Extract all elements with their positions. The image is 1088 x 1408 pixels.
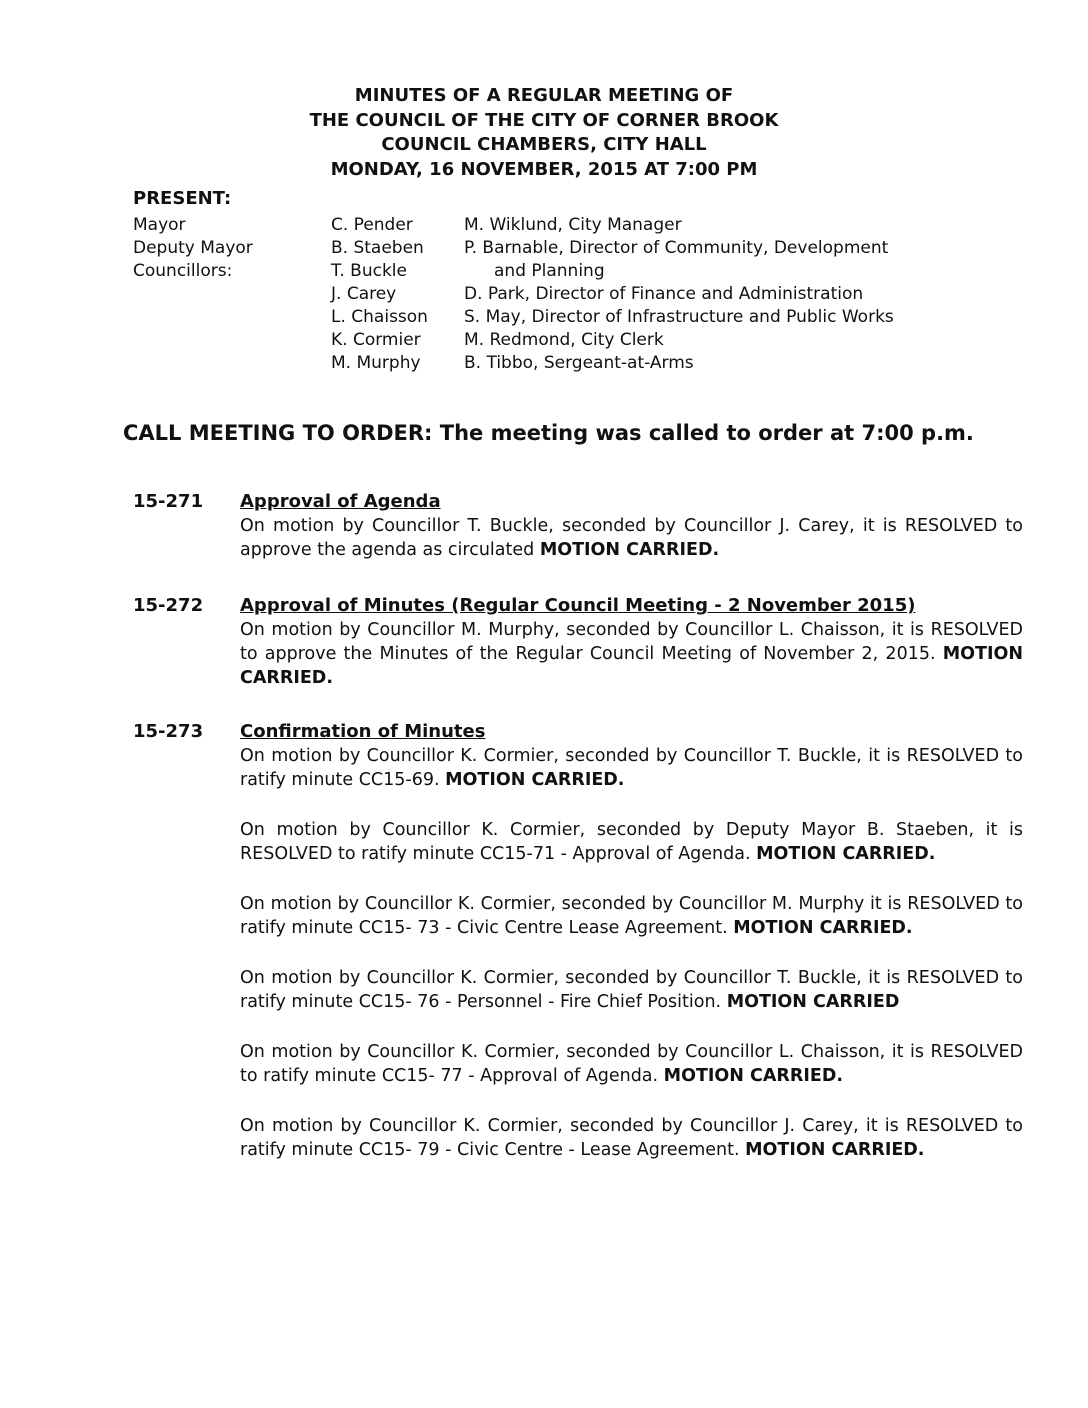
attendee-name: J. Carey — [331, 284, 397, 304]
motion-paragraph — [240, 966, 1023, 1014]
staff-member: M. Wiklund, City Manager — [464, 215, 682, 235]
motion-paragraph — [240, 514, 1023, 562]
item-number: 15-271 — [133, 491, 204, 512]
attendee-name: B. Staeben — [331, 238, 424, 258]
motion-result: MOTION CARRIED. — [240, 644, 1023, 688]
motion-result: MOTION CARRIED. — [745, 1140, 925, 1160]
call-to-order: CALL MEETING TO ORDER: The meeting was called to order at 7:00 p.m. — [123, 421, 974, 445]
item-number: 15-273 — [133, 721, 204, 742]
motion-paragraph — [240, 1040, 1023, 1088]
header-location-line: COUNCIL CHAMBERS, CITY HALL — [381, 134, 707, 155]
role-councillors: Councillors: — [133, 261, 233, 281]
motion-text: On motion by Councillor K. Cormier, seconded by Deputy Mayor B. Staeben, it is RESOLVED to ratify minute CC15-71 - Approval of Agenda. — [240, 820, 1023, 864]
attendee-name: T. Buckle — [331, 261, 407, 281]
header-date-line: MONDAY, 16 NOVEMBER, 2015 AT 7:00 PM — [330, 158, 758, 180]
present-roles — [133, 214, 253, 283]
motion-text: On motion by Councillor T. Buckle, seconded by Councillor J. Carey, it is RESOLVED to approve the agenda as circulated — [240, 516, 1023, 560]
motion-paragraph — [240, 744, 1023, 792]
motion-result: MOTION CARRIED — [726, 992, 900, 1012]
present-names — [331, 214, 428, 375]
staff-member: B. Tibbo, Sergeant-at-Arms — [464, 353, 694, 373]
attendee-name: K. Cormier — [331, 330, 421, 350]
staff-member: P. Barnable, Director of Community, Development — [464, 238, 889, 258]
motion-paragraph — [240, 1114, 1023, 1162]
motion-result: MOTION CARRIED. — [756, 844, 936, 864]
attendee-name: M. Murphy — [331, 353, 421, 373]
document-header — [0, 84, 1088, 182]
motion-result: MOTION CARRIED. — [663, 1066, 844, 1086]
staff-member: D. Park, Director of Finance and Administration — [464, 284, 864, 304]
item-body — [240, 490, 1023, 562]
motion-result: MOTION CARRIED. — [733, 918, 913, 938]
staff-member-continued: and Planning — [494, 261, 605, 281]
motion-result: MOTION CARRIED. — [539, 540, 720, 560]
item-body — [240, 594, 1023, 690]
motion-text: On motion by Councillor K. Cormier, seconded by Councillor L. Chaisson, it is RESOLVED to ratify minute CC15- 77 - Approval of Agenda. — [240, 1042, 1023, 1086]
motion-text: On motion by Councillor K. Cormier, seconded by Councillor J. Carey, it is RESOLVED to ratify minute CC15- 79 - Civic Centre - Lease Agreement. — [240, 1116, 1023, 1160]
header-title-line: MINUTES OF A REGULAR MEETING OF — [354, 85, 734, 106]
motion-paragraph — [240, 892, 1023, 940]
motion-text: On motion by Councillor M. Murphy, seconded by Councillor L. Chaisson, it is RESOLVED to approve the Minutes of the Regular Council Meeting of November 2, 2015. — [240, 620, 1023, 664]
attendee-name: L. Chaisson — [331, 307, 428, 327]
role-deputy-mayor: Deputy Mayor — [133, 238, 253, 258]
header-council-line: THE COUNCIL OF THE CITY OF CORNER BROOK — [309, 109, 779, 131]
staff-member: S. May, Director of Infrastructure and Public Works — [464, 307, 894, 327]
staff-member: M. Redmond, City Clerk — [464, 330, 664, 350]
present-heading: PRESENT: — [133, 188, 232, 209]
motion-paragraph — [240, 818, 1023, 866]
item-title: Approval of Agenda — [240, 491, 441, 512]
item-title: Confirmation of Minutes — [240, 721, 486, 742]
item-number: 15-272 — [133, 595, 204, 616]
item-body — [240, 720, 1023, 1162]
motion-text: On motion by Councillor K. Cormier, seconded by Councillor T. Buckle, it is RESOLVED to ratify minute CC15- 76 - Personnel - Fire Chief Position. — [240, 968, 1023, 1012]
motion-text: On motion by Councillor K. Cormier, seconded by Councillor M. Murphy it is RESOLVED to ratify minute CC15- 73 - Civic Centre Lease Agreement. — [240, 894, 1023, 938]
motion-result: MOTION CARRIED. — [445, 770, 625, 790]
role-mayor: Mayor — [133, 215, 186, 235]
attendee-name: C. Pender — [331, 215, 413, 235]
present-staff — [464, 214, 894, 375]
item-title: Approval of Minutes (Regular Council Meeting - 2 November 2015) — [240, 595, 916, 616]
motion-paragraph — [240, 618, 1023, 690]
motion-text: On motion by Councillor K. Cormier, seconded by Councillor T. Buckle, it is RESOLVED to ratify minute CC15-69. — [240, 746, 1023, 790]
